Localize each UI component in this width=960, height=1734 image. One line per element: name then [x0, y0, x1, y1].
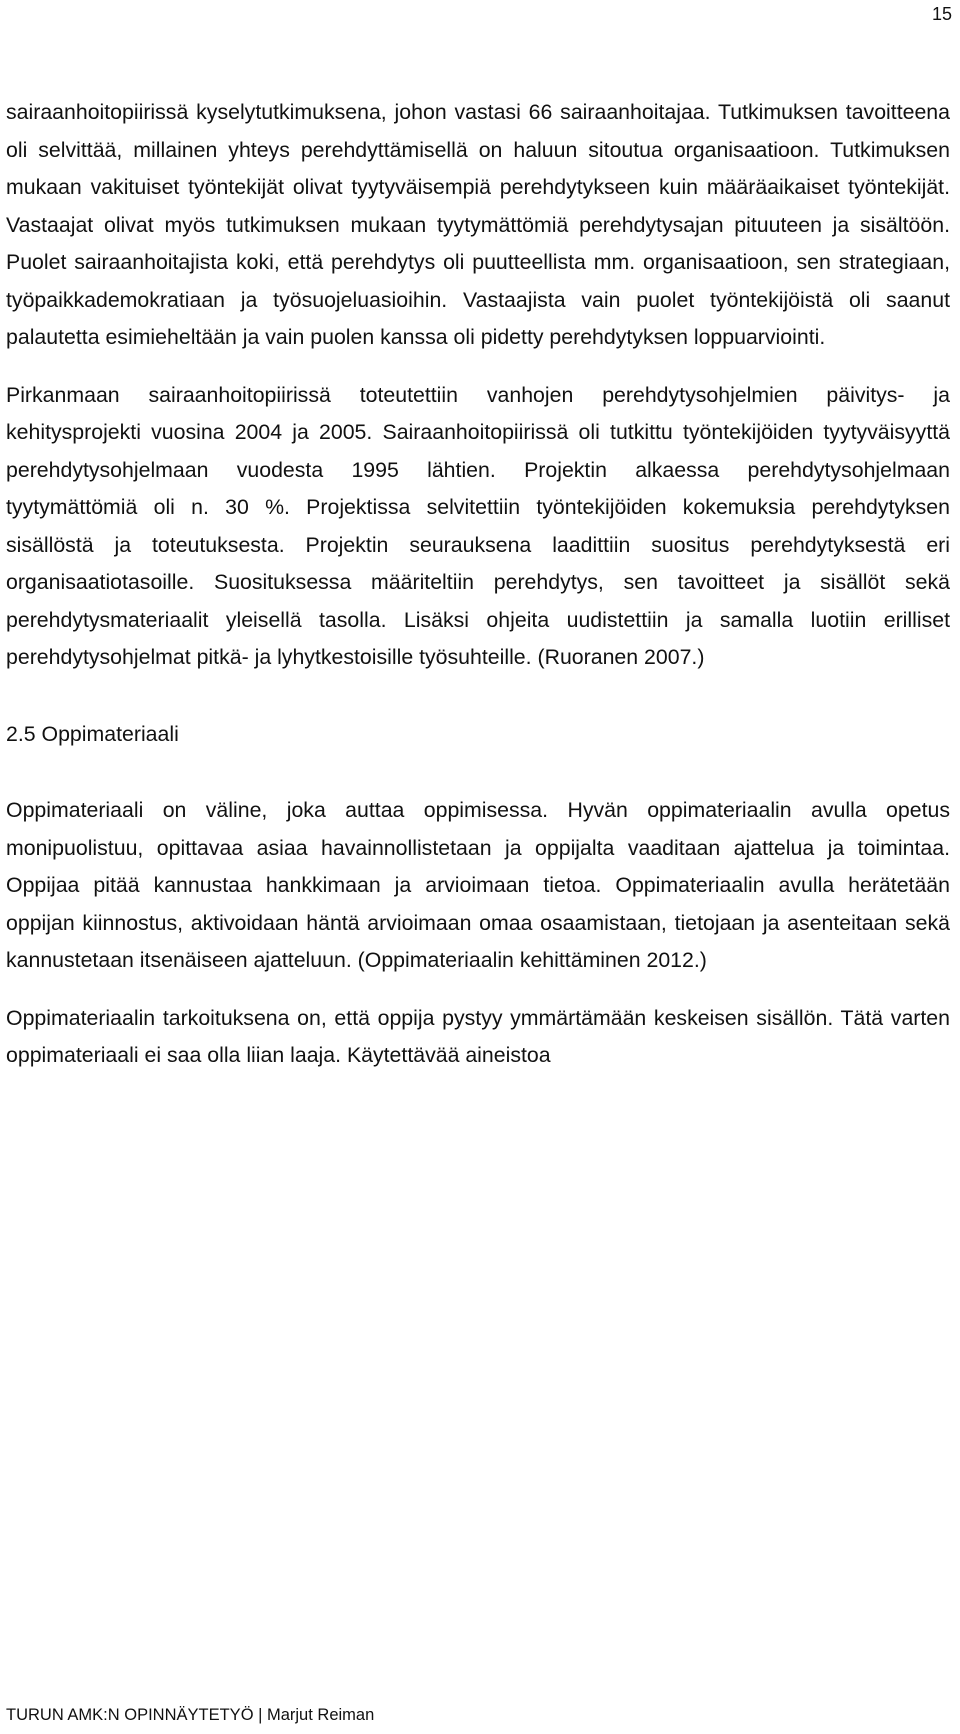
page-footer: TURUN AMK:N OPINNÄYTETYÖ | Marjut Reiman — [6, 1706, 375, 1724]
paragraph-learning-material: Oppimateriaali on väline, joka auttaa oppimisessa. Hyvän oppimateriaalin avulla opetus monipuolistuu, opittavaa asiaa havainnollistetaan ja oppijalta vaaditaan ajattelua ja toimintaa. Oppijaa pitää kannustaa hankkimaan ja arvioimaan tietoa. Oppimateriaalin avulla herätetään oppijan kiinnostus, aktivoidaan häntä arvioimaan omaa osaamistaan, tietojaan ja asenteitaan sekä kannustetaan itsenäiseen ajatteluun. (Oppimateriaalin kehittäminen 2012.) — [6, 798, 950, 972]
paragraph-pirkanmaa-project: Pirkanmaan sairaanhoitopiirissä toteutettiin vanhojen perehdytysohjelmien päivitys- ja kehitysprojekti vuosina 2004 ja 2005. Sairaanhoitopiirissä oli tutkittu työntekijöiden tyytyväisyyttä perehdytysohjelmaan vuodesta 1995 lähtien. Projektin alkaessa perehdytysohjelmaan tyytymättömiä oli n. 30 %. Projektissa selvitettiin työntekijöiden kokemuksia perehdytyksen sisällöstä ja toteutuksesta. Projektin seurauksena laadittiin suositus perehdytyksestä eri organisaatiotasoille. Suosituksessa määriteltiin perehdytys, sen tavoitteet ja sisällöt sekä perehdytysmateriaalit yleisellä tasolla. Lisäksi ohjeita uudistettiin ja samalla luotiin erilliset perehdytysohjelmat pitkä- ja lyhytkestoisille työsuhteille. (Ruoranen 2007.) — [6, 382, 950, 669]
document-body — [6, 94, 950, 1075]
paragraph-survey-results: sairaanhoitopiirissä kyselytutkimuksena, johon vastasi 66 sairaanhoitajaa. Tutkimuksen tavoitteena oli selvittää, millainen yhteys perehdyttämisellä on haluun sitoutua organisaatioon. Tutkimuksen mukaan vakituiset työntekijät olivat tyytyväisempiä perehdytykseen kuin määräaikaiset työntekijät. Vastaajat olivat myös tutkimuksen mukaan tyytymättömiä perehdytysajan pituuteen ja sisältöön. Puolet sairaanhoitajista koki, että perehdytys oli puutteellista mm. organisaatioon, sen strategiaan, työpaikkademokratiaan ja työsuojeluasioihin. Vastaajista vain puolet työntekijöistä oli saanut palautetta esimieheltään ja vain puolen kanssa oli pidetty perehdytyksen loppuarviointi. — [6, 100, 950, 349]
paragraph-material-purpose: Oppimateriaalin tarkoituksena on, että oppija pystyy ymmärtämään keskeisen sisällön. Tätä varten oppimateriaali ei saa olla liian laaja. Käytettävää aineistoa — [6, 1005, 950, 1067]
page-number: 15 — [931, 4, 952, 24]
section-heading: 2.5 Oppimateriaali — [6, 721, 179, 746]
